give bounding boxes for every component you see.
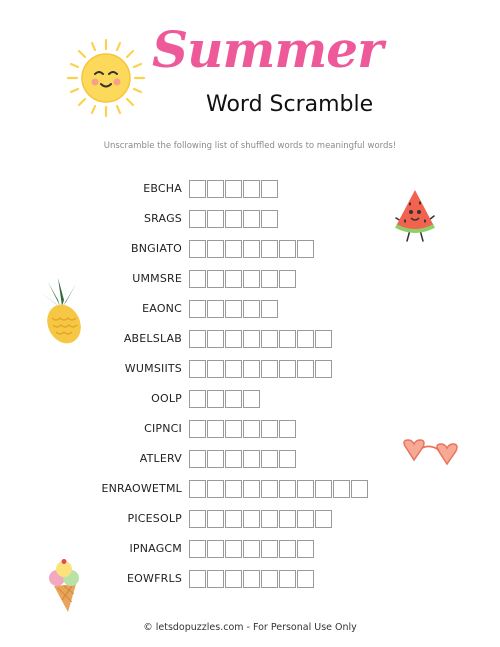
footer-credit: © letsdopuzzles.com - For Personal Use Only — [143, 622, 357, 633]
letter-box[interactable] — [261, 570, 278, 588]
letter-box[interactable] — [297, 510, 314, 528]
letter-box[interactable] — [225, 390, 242, 408]
letter-box[interactable] — [189, 570, 206, 588]
letter-box[interactable] — [225, 270, 242, 288]
letter-box[interactable] — [207, 480, 224, 498]
letter-box[interactable] — [315, 360, 332, 378]
scrambled-word: SRAGS — [143, 212, 182, 225]
scrambled-word: PICESOLP — [127, 512, 182, 525]
letter-box[interactable] — [279, 330, 296, 348]
answer-boxes — [189, 450, 297, 468]
letter-box[interactable] — [261, 330, 278, 348]
letter-box[interactable] — [279, 270, 296, 288]
answer-boxes — [189, 270, 297, 288]
letter-box[interactable] — [261, 210, 278, 228]
letter-box[interactable] — [225, 540, 242, 558]
answer-boxes — [189, 510, 333, 528]
letter-box[interactable] — [261, 510, 278, 528]
letter-box[interactable] — [261, 300, 278, 318]
letter-box[interactable] — [207, 270, 224, 288]
letter-box[interactable] — [207, 570, 224, 588]
word-row — [0, 270, 500, 290]
letter-box[interactable] — [189, 330, 206, 348]
word-row — [0, 240, 500, 260]
word-row — [0, 180, 500, 200]
letter-box[interactable] — [279, 240, 296, 258]
letter-box[interactable] — [189, 360, 206, 378]
answer-boxes — [189, 360, 333, 378]
letter-box[interactable] — [189, 540, 206, 558]
letter-box[interactable] — [207, 450, 224, 468]
letter-box[interactable] — [189, 480, 206, 498]
letter-box[interactable] — [207, 240, 224, 258]
letter-box[interactable] — [279, 450, 296, 468]
letter-box[interactable] — [225, 330, 242, 348]
scrambled-word: OOLP — [151, 392, 182, 405]
word-row — [0, 300, 500, 320]
letter-box[interactable] — [189, 450, 206, 468]
letter-box[interactable] — [189, 180, 206, 198]
answer-boxes — [189, 180, 279, 198]
letter-box[interactable] — [207, 360, 224, 378]
word-row — [0, 360, 500, 380]
letter-box[interactable] — [261, 180, 278, 198]
letter-box[interactable] — [243, 270, 260, 288]
answer-boxes — [189, 540, 315, 558]
page-subtitle: Word Scramble — [206, 92, 374, 117]
answer-boxes — [189, 570, 315, 588]
scrambled-word: ATLERV — [139, 452, 182, 465]
letter-box[interactable] — [315, 480, 332, 498]
word-row — [0, 390, 500, 410]
answer-boxes — [189, 420, 297, 438]
letter-box[interactable] — [297, 240, 314, 258]
word-row — [0, 450, 500, 470]
letter-box[interactable] — [333, 480, 350, 498]
letter-box[interactable] — [207, 300, 224, 318]
answer-boxes — [189, 330, 333, 348]
answer-boxes — [189, 210, 279, 228]
letter-box[interactable] — [225, 360, 242, 378]
letter-box[interactable] — [279, 480, 296, 498]
letter-box[interactable] — [297, 540, 314, 558]
letter-box[interactable] — [261, 360, 278, 378]
letter-box[interactable] — [225, 510, 242, 528]
letter-box[interactable] — [243, 210, 260, 228]
letter-box[interactable] — [207, 540, 224, 558]
letter-box[interactable] — [261, 450, 278, 468]
instructions: Unscramble the following list of shuffled words to meaningful words! — [103, 141, 397, 151]
word-row — [0, 570, 500, 590]
page-title: Summer — [152, 20, 383, 79]
letter-box[interactable] — [279, 420, 296, 438]
letter-box[interactable] — [225, 240, 242, 258]
word-row — [0, 510, 500, 530]
answer-boxes — [189, 480, 369, 498]
sun-icon — [66, 38, 146, 118]
word-row — [0, 420, 500, 440]
word-row — [0, 210, 500, 230]
letter-box[interactable] — [243, 450, 260, 468]
scrambled-word: BNGIATO — [131, 242, 182, 255]
letter-box[interactable] — [207, 510, 224, 528]
letter-box[interactable] — [297, 360, 314, 378]
scrambled-word: UMMSRE — [132, 272, 182, 285]
word-row — [0, 540, 500, 560]
letter-box[interactable] — [225, 210, 242, 228]
letter-box[interactable] — [297, 480, 314, 498]
letter-box[interactable] — [243, 240, 260, 258]
letter-box[interactable] — [207, 330, 224, 348]
scrambled-word: ENRAOWETML — [101, 482, 182, 495]
letter-box[interactable] — [243, 510, 260, 528]
letter-box[interactable] — [279, 510, 296, 528]
letter-box[interactable] — [243, 540, 260, 558]
letter-box[interactable] — [225, 480, 242, 498]
letter-box[interactable] — [207, 180, 224, 198]
letter-box[interactable] — [261, 480, 278, 498]
answer-boxes — [189, 240, 315, 258]
scrambled-word: EBCHA — [143, 182, 182, 195]
letter-box[interactable] — [225, 420, 242, 438]
letter-box[interactable] — [225, 450, 242, 468]
letter-box[interactable] — [225, 570, 242, 588]
scrambled-word: CIPNCI — [144, 422, 182, 435]
word-row — [0, 330, 500, 350]
letter-box[interactable] — [207, 420, 224, 438]
letter-box[interactable] — [261, 540, 278, 558]
scrambled-word: ABELSLAB — [123, 332, 182, 345]
scrambled-word: WUMSIITS — [124, 362, 182, 375]
letter-box[interactable] — [225, 180, 242, 198]
letter-box[interactable] — [207, 210, 224, 228]
letter-box[interactable] — [243, 300, 260, 318]
letter-box[interactable] — [261, 270, 278, 288]
letter-box[interactable] — [189, 300, 206, 318]
letter-box[interactable] — [261, 420, 278, 438]
letter-box[interactable] — [315, 330, 332, 348]
letter-box[interactable] — [243, 180, 260, 198]
scrambled-word: IPNAGCM — [129, 542, 182, 555]
letter-box[interactable] — [189, 390, 206, 408]
letter-box[interactable] — [189, 210, 206, 228]
letter-box[interactable] — [243, 570, 260, 588]
letter-box[interactable] — [189, 510, 206, 528]
answer-boxes — [189, 300, 279, 318]
letter-box[interactable] — [243, 420, 260, 438]
letter-box[interactable] — [225, 300, 242, 318]
scrambled-word: EOWFRLS — [127, 572, 182, 585]
letter-box[interactable] — [261, 240, 278, 258]
letter-box[interactable] — [315, 510, 332, 528]
letter-box[interactable] — [243, 360, 260, 378]
letter-box[interactable] — [189, 270, 206, 288]
letter-box[interactable] — [189, 240, 206, 258]
letter-box[interactable] — [351, 480, 368, 498]
letter-box[interactable] — [243, 480, 260, 498]
letter-box[interactable] — [279, 570, 296, 588]
letter-box[interactable] — [297, 330, 314, 348]
letter-box[interactable] — [243, 330, 260, 348]
answer-boxes — [189, 390, 261, 408]
letter-box[interactable] — [243, 390, 260, 408]
letter-box[interactable] — [279, 540, 296, 558]
word-row — [0, 480, 500, 500]
letter-box[interactable] — [189, 420, 206, 438]
letter-box[interactable] — [297, 570, 314, 588]
letter-box[interactable] — [207, 390, 224, 408]
letter-box[interactable] — [279, 360, 296, 378]
scrambled-word: EAONC — [142, 302, 182, 315]
